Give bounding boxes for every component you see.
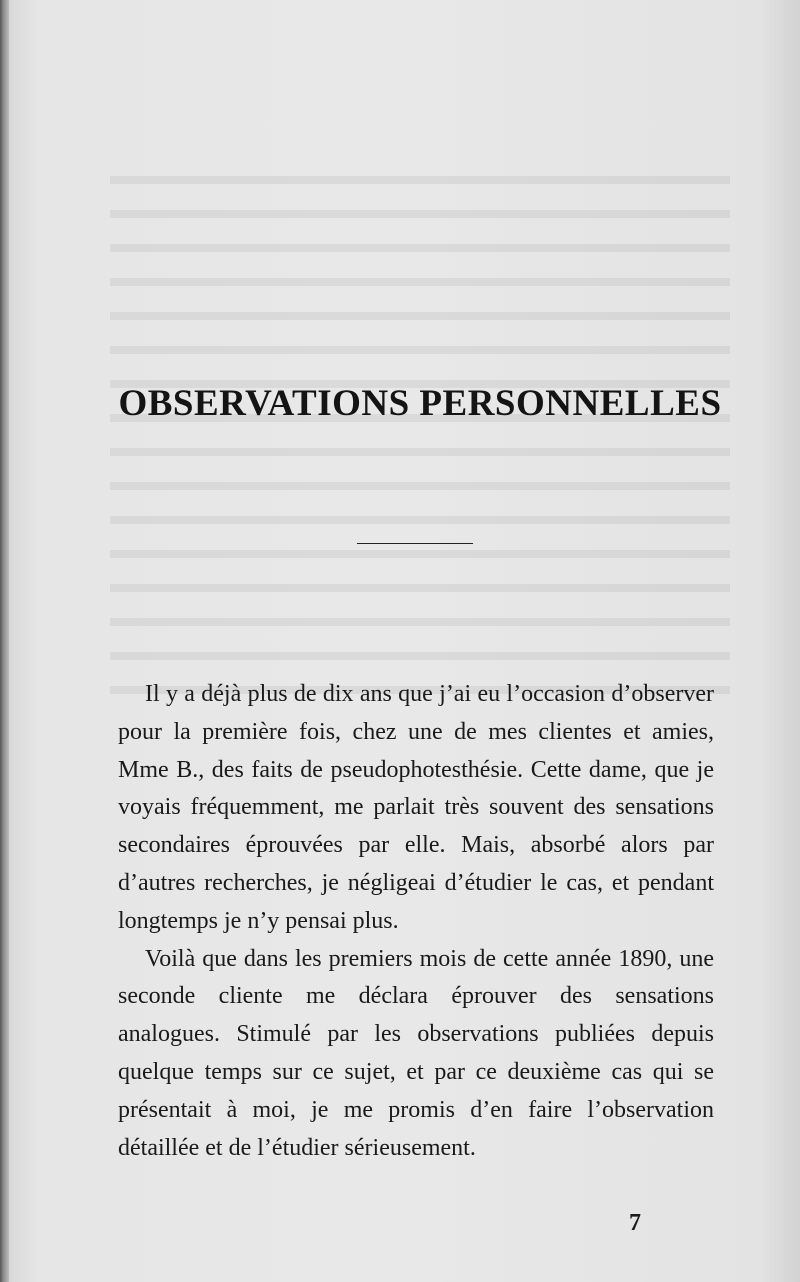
page-number: 7: [629, 1210, 641, 1236]
page-spine-shadow: [0, 0, 9, 1282]
body-text: [118, 676, 714, 1167]
paragraph-1: Il y a déjà plus de dix ans que j’ai eu l’occasion d’observer pour la première fois, chez une de mes clientes et amies, Mme B., des faits de pseudophotesthésie. Cette dame, que je voyais fréquemment, me parlait très souvent des sensations secondaires éprouvées par elle. Mais, absorbé alors par d’autres recherches, je négligeai d’étudier le cas, et pendant longtemps je n’y pensai plus.: [118, 681, 714, 934]
heading-divider: [357, 543, 473, 544]
show-through-texture: [110, 150, 730, 710]
section-heading: OBSERVATIONS PERSONNELLES: [118, 383, 722, 424]
paragraph-2: Voilà que dans les premiers mois de cette année 1890, une seconde cliente me déclara éprouver des sensations analogues. Stimulé par les observations publiées depuis quelque temps sur ce sujet, et par ce deuxième cas qui se présentait à moi, je me promis d’en faire l’observation détaillée et de l’étudier sérieusement.: [118, 945, 714, 1161]
